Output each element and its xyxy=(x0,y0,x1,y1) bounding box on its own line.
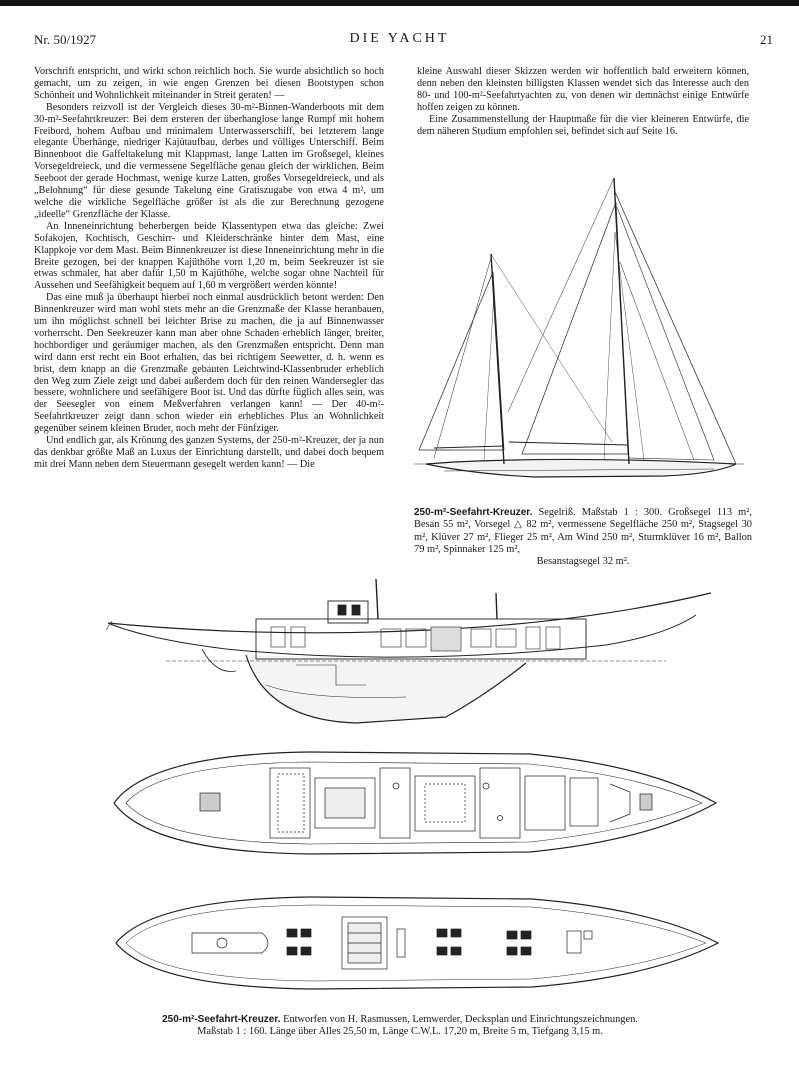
paragraph: kleine Auswahl dieser Skizzen werden wir hoffentlich bald erweitern können, denn neben den kleinsten billigsten Klassen wendet sich das Interesse auch den 80- und 100-m²-Seefahrtyachten zu, von denen wir demnächst einige Entwürfe hoffen zeigen zu können. xyxy=(417,66,749,113)
caption-title: 250-m²-Seefahrt-Kreuzer. xyxy=(414,507,533,518)
page-number: 21 xyxy=(760,32,773,47)
caption-line-2: Maßstab 1 : 160. Länge über Alles 25,50 m, Länge C.W.L. 17,20 m, Breite 5 m, Tiefgang 3,15 m. xyxy=(197,1026,603,1038)
drawings-caption xyxy=(30,1014,770,1039)
caption-line-1 xyxy=(30,1014,770,1026)
paragraph: Das eine muß ja überhaupt hierbei noch einmal ausdrücklich betont werden: Den Binnenkreuzer wird man wohl stets mehr an die Grenzmaße der Klasse heranbauen, um ihn möglichst schnell bei leichter Brise zu machen, die ja auf Binnenwasser vorherrscht. Den Seekreuzer kann man aber ohne Schaden erheblich länger, breiter, hochbordiger und geräumiger machen, als den Grenzmaßen entspricht. Denn man wird dann erst recht ein Boot erhalten, das bei richtigem Seewetter, d. h. wenn es brist, dem knapp an die Grenzmaße gebauten Leichtwind-Klassenbruder erheblich den Weg zum Ziele zeigt und dabei außerdem doch für den reinen Wandersegler das bessere, wohnlichere und seefähigere Boot ist. Und das dürfte füglich alles sein, was der Seesegler von einem Meßverfahren verlangen kann! — Der 40-m²-Seefahrtkreuzer zeigt dann schon wieder ein erhebliches Plus an Wohnlichkeit gegenüber seinem kleinen Bruder, noch mehr der Fünfziger. xyxy=(34,292,384,435)
right-text-column xyxy=(417,66,749,137)
paragraph: Besonders reizvoll ist der Vergleich dieses 30-m²-Binnen-Wanderboots mit dem 30-m²-Seefahrtkreuzer: Bei dem ersteren der überhanglose lange Rumpf mit hohem Freibord, hohem Aufbau und minimalem Unterwasserschiff, bei letzterem lange elegante Überhänge, niedriger Kajütaufbau, derbes und völliges Unterschiff. Beim Binnenboot die Gaffeltakelung mit Klappmast, lange Latten im Großsegel, kleines Vorsegeldreieck, und die vermessene Segelfläche genau gleich der wirklichen. Beim Seeboot der gerade Hochmast, wenige kurze Latten, großes Vorsegeldreieck, und als „Belohnung“ für diese gesunde Takelung eine Gratiszugabe von etwa 4 m², um welche die wirkliche Segelfläche größer ist als die zur Berechnung gezogene „ideelle“ Grenzfläche der Klasse. xyxy=(34,101,384,220)
deck-plan-drawing xyxy=(112,893,722,993)
interior-profile-drawing xyxy=(106,575,716,735)
caption-last-line: Besanstagsegel 32 m². xyxy=(536,556,630,568)
paragraph: Und endlich gar, als Krönung des ganzen Systems, der 250-m²-Kreuzer, der ja nun das denkbar größte Maß an Luxus der Einrichtung darstellt, und dabei doch bequem mit drei Mann neben dem Steuermann gesegelt werden kann! — Die xyxy=(34,435,384,470)
sail-plan-caption xyxy=(414,507,752,568)
caption-text: Segelriß. Maßstab 1 : 300. Großsegel 113 m², Besan 55 m², Vorsegel △ 82 m², vermessene Segelfläche 250 m², Stagsegel 30 m², Klüver 27 m², Flieger 25 m², Am Wind 250 m², Sturmklüver 16 m², Ballon 79 m², Spinnaker 125 m², xyxy=(414,507,752,555)
paragraph: An Inneneinrichtung beherbergen beide Klassentypen etwa das gleiche: Zwei Sofakojen, Kochtisch, Geschirr- und Kleiderschränke hinter dem Mast, eine Klappkoje vor dem Mast. Beim Binnenkreuzer ist diese Inneneinrichtung mehr in die Breite gezogen, bei der knappen Kajüthöhe vorn 1,20 m, beim Seekreuzer ist sie etwas schmaler, hat aber dafür 1,50 m Kajüthöhe, welche sogar ohne Nachteil für Aussehen und Seefähigkeit bequem auf 1,60 m vergrößert werden könnte! xyxy=(34,220,384,292)
caption-title: 250-m²-Seefahrt-Kreuzer. xyxy=(162,1014,281,1025)
paragraph: Eine Zusammenstellung der Hauptmaße für die vier kleineren Entwürfe, die dem näheren Studium empfohlen sei, befindet sich auf Seite 16. xyxy=(417,113,749,137)
caption-text: Entworfen von H. Rasmussen, Lemwerder, Decksplan und Einrichtungszeichnungen. xyxy=(283,1014,638,1025)
left-text-column xyxy=(34,66,384,471)
top-rule xyxy=(0,0,799,6)
accommodation-plan-drawing xyxy=(110,748,720,858)
magazine-title: DIE YACHT xyxy=(349,31,450,46)
paragraph: Vorschrift entspricht, und wirkt schon reichlich hoch. Sie wurde absichtlich so hoch gemacht, um zu zeigen, in wie engen Grenzen bei diesen Bootstypen schon Schönheit und Wohnlichkeit miteinander in Streit geraten! — xyxy=(34,66,384,101)
issue-number: Nr. 50/1927 xyxy=(34,32,97,47)
sail-plan-drawing xyxy=(414,172,744,502)
